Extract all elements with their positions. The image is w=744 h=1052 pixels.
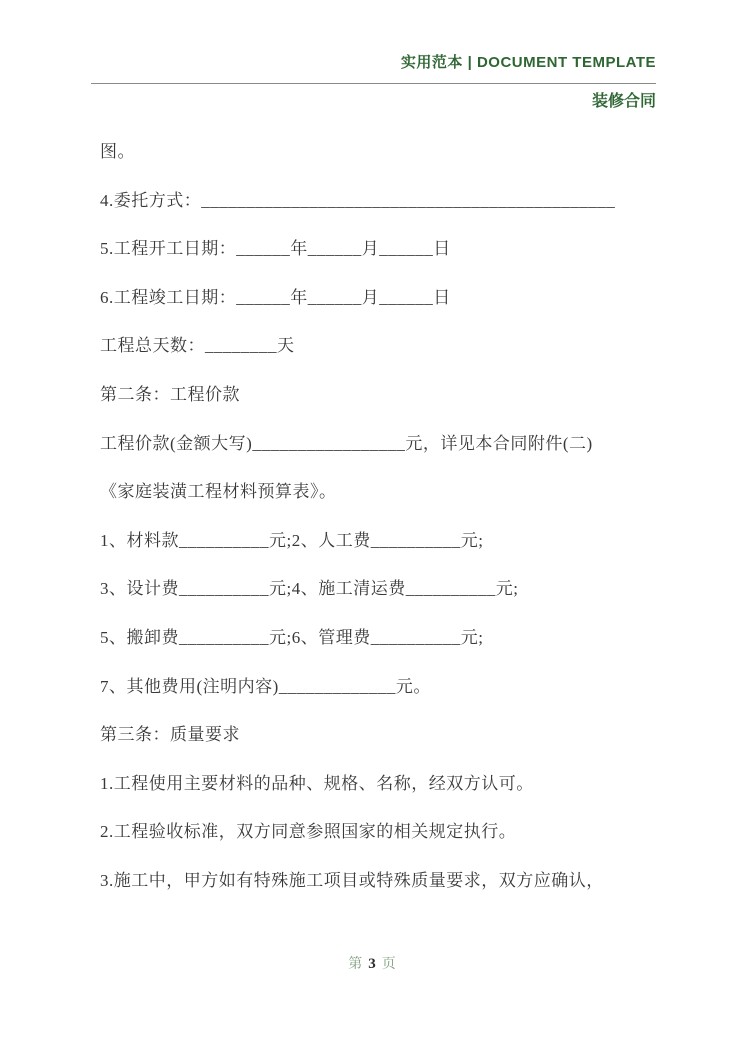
contract-body [100,128,684,906]
body-line-clause3-heading: 第三条：质量要求 [100,725,240,745]
body-line-entrust-method: 4.委托方式：______________________________________________ [100,190,616,210]
body-line-budget-table-ref: 《家庭装潢工程材料预算表》。 [100,482,337,502]
body-line: 图。 [100,142,135,161]
body-line-fees-7: 7、其他费用(注明内容)_____________元。 [100,676,431,696]
body-line-quality-1: 1.工程使用主要材料的品种、规格、名称，经双方认可。 [100,773,534,793]
footer-page-number: 3 [368,956,376,972]
body-line-completion-date: 6.工程竣工日期：______年______月______日 [100,287,451,307]
body-line-quality-3: 3.施工中，甲方如有特殊施工项目或特殊质量要求，双方应确认， [100,870,604,890]
body-line-quality-2: 2.工程验收标准，双方同意参照国家的相关规定执行。 [100,822,517,842]
body-line-fees-5-6: 5、搬卸费__________元;6、管理费__________元; [100,627,484,647]
body-line-clause2-heading: 第二条：工程价款 [100,384,240,404]
header-divider-line [91,83,656,84]
body-line-fees-1-2: 1、材料款__________元;2、人工费__________元; [100,530,484,550]
footer-page-prefix: 第 [348,957,363,972]
page-footer [0,953,744,976]
body-line-total-days: 工程总天数：________天 [100,336,295,356]
body-line-fees-3-4: 3、设计费__________元;4、施工清运费__________元; [100,579,519,599]
body-line-start-date: 5.工程开工日期：______年______月______日 [100,239,451,259]
body-line-project-price: 工程价款(金额大写)_________________元，详见本合同附件(二) [100,433,593,453]
brand-header: 实用范本 | DOCUMENT TEMPLATE [400,54,656,71]
document-title: 装修合同 [591,93,656,110]
footer-page-suffix: 页 [381,957,396,972]
